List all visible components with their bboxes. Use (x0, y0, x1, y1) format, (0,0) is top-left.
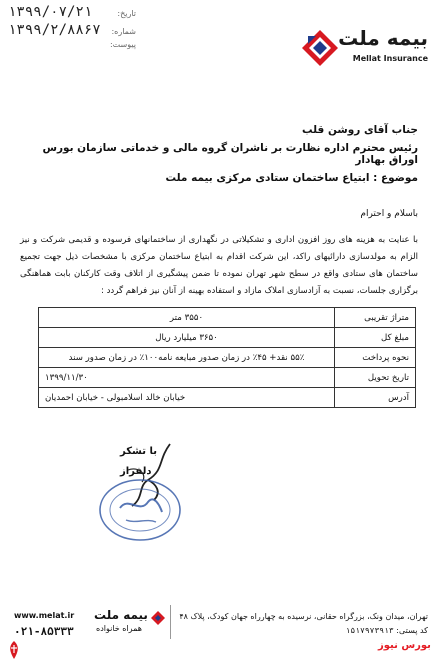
brand-name-en: Mellat Insurance (352, 54, 428, 63)
mellat-logo-icon (300, 28, 340, 68)
date-label: تاریخ: (117, 9, 136, 18)
table-value: خیابان خالد اسلامبولی - خیابان احمدیان (39, 388, 335, 408)
number-value: ۱۳۹۹/۲/۸۸۶۷ (8, 22, 101, 38)
table-row (39, 308, 416, 328)
number-row (8, 22, 136, 40)
attachment-row (8, 40, 136, 52)
emblem-icon (6, 640, 22, 660)
table-value: ۳۶۵۰ میلیارد ریال (39, 328, 335, 348)
table-label: آدرس (335, 388, 416, 408)
letter-meta (8, 4, 136, 52)
date-row (8, 4, 136, 22)
table-label: مبلغ کل (335, 328, 416, 348)
phone-number: ۰۲۱-۸۵۳۳۳ (14, 625, 74, 638)
table-value: ۱۳۹۹/۱۱/۳۰ (39, 368, 335, 388)
addressee: جناب آقای روشن قلب (302, 124, 418, 136)
footer-brand: بیمه ملت (94, 608, 148, 622)
greeting: باسلام و احترام (360, 209, 418, 219)
table-row (39, 388, 416, 408)
brand-name-fa: بیمه ملت (338, 26, 428, 50)
company-address (178, 610, 428, 638)
footer-slogan: همراه خانواده (96, 624, 142, 633)
postal-code: ۱۵۱۷۹۷۳۹۱۳ (345, 626, 394, 635)
number-label: شماره: (111, 27, 136, 36)
footer-logo-icon (150, 610, 166, 626)
letter-body: با عنایت به هزینه های روز افزون اداری و تشکیلاتی در نگهداری از ساختمانهای فرسوده و قدیمی شرکت و نیز الزام به مولدسازی دارائیهای راکد، این شرکت اقدام به ابتیاع ساختمان مرکزی با مشخصات ذیل جهت تجمیع ساختمان های ستادی واقع در سطح شهر تهران نموده تا ضمن پیشگیری از اتلاف وقت کارکنان بابت هماهنگی برگزاری جلسات، نسبت به آزادسازی املاک مازاد و استفاده بهینه از آنان نیز فراهم گردد : (20, 235, 418, 296)
postal-label: کد پستی: (396, 626, 428, 635)
postal-line (178, 624, 428, 638)
date-value: ۱۳۹۹/۰۷/۲۱ (8, 4, 93, 20)
website-link[interactable]: www.melat.ir (14, 611, 75, 620)
signer-name: دلفراز (120, 466, 152, 477)
source-watermark: بورس نیوز (378, 640, 431, 651)
footer-divider (170, 605, 171, 639)
address-line: تهران، میدان ونک، بزرگراه حقانی، نرسیده به چهارراه جهان کودک، پلاک ۴۸ (179, 612, 428, 621)
table-label: نحوه پرداخت (335, 348, 416, 368)
letter-heading (18, 124, 418, 184)
table-label: متراژ تقریبی (335, 308, 416, 328)
addressee-position: رئیس محترم اداره نظارت بر ناشران گروه مالی و خدماتی سازمان بورس اوراق بهادار (42, 142, 418, 166)
table-label: تاریخ تحویل (335, 368, 416, 388)
letter-subject: موضوع : ابتیاع ساختمان ستادی مرکزی بیمه ملت (165, 172, 418, 184)
attachment-label: پیوست: (109, 40, 136, 49)
closing-thanks: با تشکر (120, 446, 157, 457)
table-row (39, 328, 416, 348)
table-row (39, 368, 416, 388)
table-row (39, 348, 416, 368)
property-spec-table (38, 307, 416, 408)
table-value: ۵۵٪ نقد+ ۴۵٪ در زمان صدور مبایعه نامه۱۰۰٪ در زمان صدور سند (39, 348, 335, 368)
company-stamp (92, 474, 188, 544)
table-value: ۳۵۵۰ متر (39, 308, 335, 328)
